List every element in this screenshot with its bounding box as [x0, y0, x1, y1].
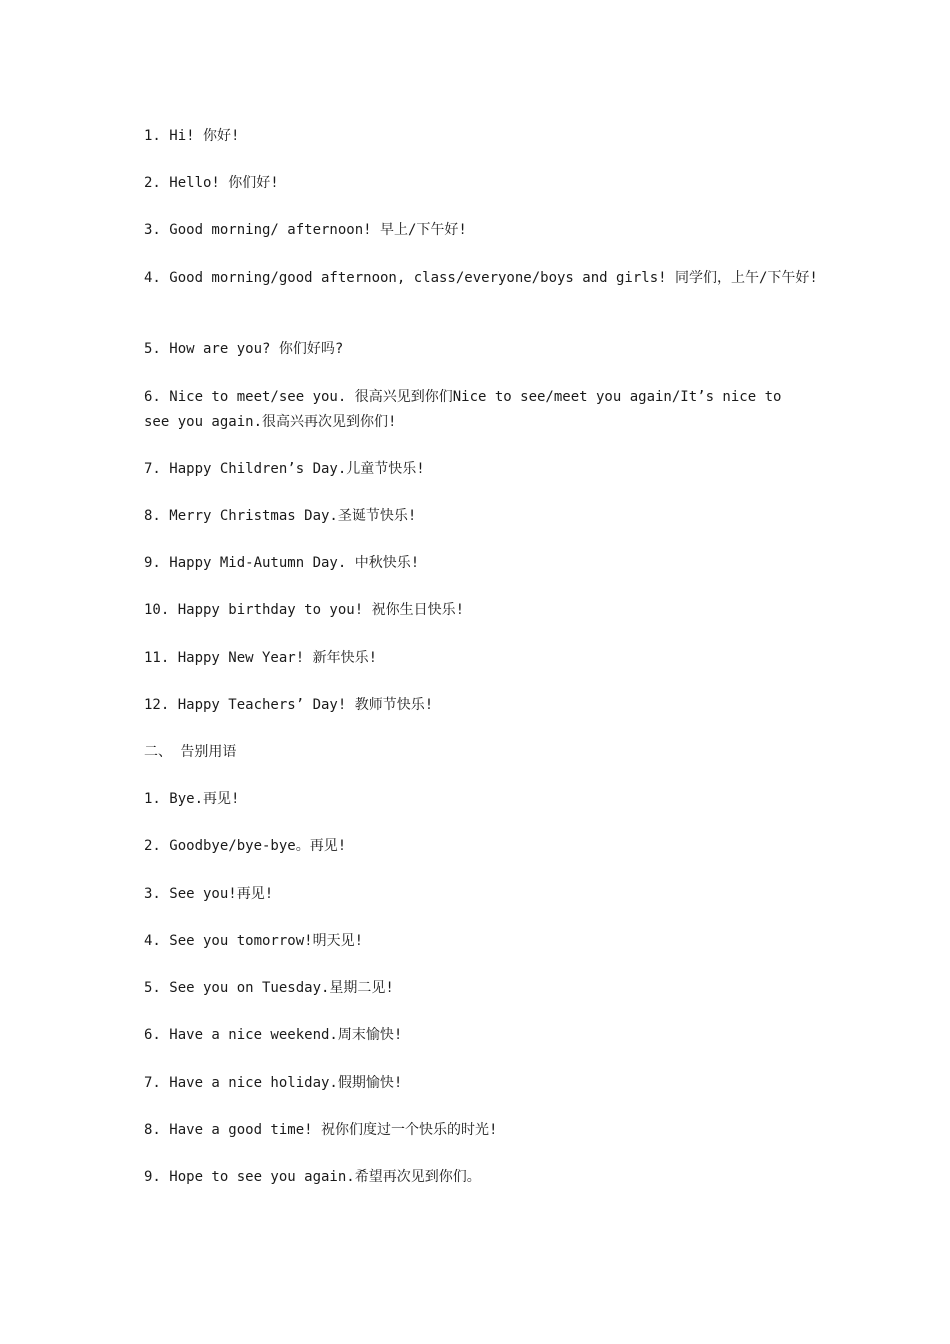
greeting-item: 6. Nice to meet/see you. 很高兴见到你们Nice to see/meet you again/It’s nice to see you again.很高兴再次见到你们!	[144, 389, 782, 430]
greeting-item: 12. Happy Teachers’ Day! 教师节快乐!	[144, 697, 434, 713]
greeting-item: 5. How are you? 你们好吗?	[144, 341, 344, 357]
greeting-item: 4. Good morning/good afternoon, class/everyone/boys and girls! 同学们，上午/下午好!	[144, 270, 818, 286]
greeting-item: 2. Hello! 你们好!	[144, 175, 279, 191]
farewell-item: 4. See you tomorrow!明天见!	[144, 933, 364, 949]
greeting-item: 10. Happy birthday to you! 祝你生日快乐!	[144, 602, 465, 618]
farewell-item: 9. Hope to see you again.希望再次见到你们。	[144, 1169, 481, 1185]
farewell-item: 6. Have a nice weekend.周末愉快!	[144, 1027, 403, 1043]
farewell-item: 5. See you on Tuesday.星期二见!	[144, 980, 394, 996]
greeting-item: 3. Good morning/ afternoon! 早上/下午好!	[144, 222, 467, 238]
greeting-item: 9. Happy Mid-Autumn Day. 中秋快乐!	[144, 555, 420, 571]
greeting-item: 1. Hi! 你好!	[144, 128, 240, 144]
farewell-item: 8. Have a good time! 祝你们度过一个快乐的时光!	[144, 1122, 498, 1138]
section-heading-farewells: 二、 告别用语	[144, 744, 237, 760]
farewell-item: 7. Have a nice holiday.假期愉快!	[144, 1075, 403, 1091]
farewell-item: 2. Goodbye/bye-bye。再见!	[144, 838, 347, 854]
greeting-item: 8. Merry Christmas Day.圣诞节快乐!	[144, 508, 417, 524]
greeting-item: 11. Happy New Year! 新年快乐!	[144, 650, 378, 666]
greeting-item: 7. Happy Children’s Day.儿童节快乐!	[144, 461, 425, 477]
farewell-item: 1. Bye.再见!	[144, 791, 240, 807]
farewell-item: 3. See you!再见!	[144, 886, 274, 902]
